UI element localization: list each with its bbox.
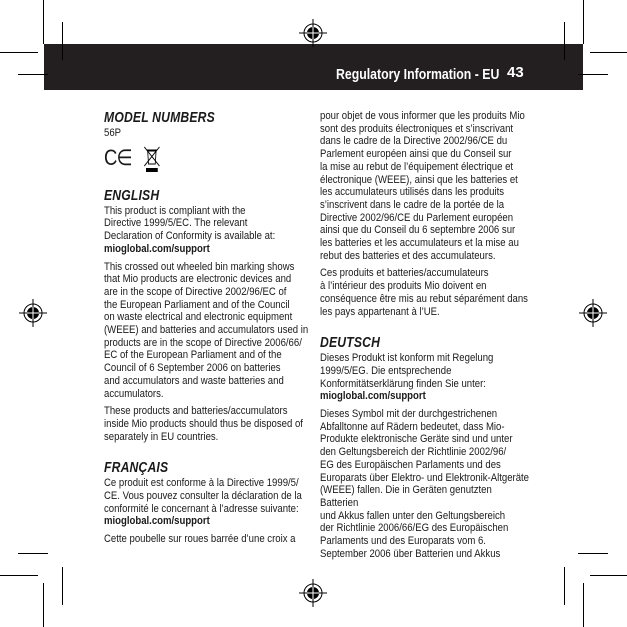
english-paragraph: This crossed out wheeled bin marking shows that Mio products are electronic devices and are in the scope of Directive 2002/96/EC of the European Parliament and of the Council on waste electrical and electronic equipment (WEEE) and batteries and accumulators used in products are in the scope of Directive 2006/66/ EC of the European Parliament and of the Council of 6 September 2006 on batteries and accumulators and waste batteries and accumulators. [104,260,309,400]
registration-mark-icon [299,579,327,607]
page-number: 43 [507,64,524,81]
page-title: Regulatory Information - EU [336,66,500,83]
left-column [104,110,314,551]
francais-paragraph: Ce produit est conforme à la Directive 1999/5/ CE. Vous pouvez consulter la déclaration de la conformité le concernant à l’adresse suivante: [104,477,302,515]
crossed-bin-icon [144,145,161,173]
compliance-icons [104,142,314,176]
francais-support-link[interactable]: mioglobal.com/support [104,515,210,528]
registration-mark-icon [579,299,607,327]
model-number: 56P [104,127,122,139]
francais-heading: FRANÇAIS [104,460,169,477]
registration-mark-icon [19,299,47,327]
deutsch-support-link[interactable]: mioglobal.com/support [320,390,426,403]
deutsch-paragraph: Dieses Symbol mit der durchgestrichenen Abfalltonne auf Rädern bedeutet, dass Mio- Produkte elektronische Geräte sind und unter den Geltungsbereich der Richtlinie 2002/96/ EG des Europäischen Parlaments und des Europarats über Elektro- und Elektronik-Altgeräte (WEEE) fallen. Die in Geräten genutzten Batterien und Akkus fallen unter den Geltungsbereich der Richtlinie 2006/66/EG des Europäischen Parlaments und des Europarats vom 6. September 2006 über Batterien und Akkus [320,408,530,560]
model-numbers-heading: MODEL NUMBERS [104,110,215,126]
english-heading: ENGLISH [104,187,160,204]
english-paragraph: This product is compliant with the Directive 1999/5/EC. The relevant Declaration of Conformity is available at: [104,204,276,243]
francais-paragraph-continued: pour objet de vous informer que les produits Mio sont des produits électroniques et s’inscrivant dans le cadre de la Directive 2002/96/CE du Parlement européen ainsi que du Conseil sur la mise au rebut de l’équipement électrique et électronique (WEEE), ainsi que les batteries et les accumulateurs utilisés dans les produits s’inscrivent dans le cadre de la portée de la Directive 2002/96/CE du Parlement européen ainsi que du Conseil du 6 septembre 2006 sur les batteries et les accumulateurs et la mise au rebut des batteries et des accumulateurs. [320,110,525,262]
deutsch-paragraph: Dieses Produkt ist konform mit Regelung 1999/5/EG. Die entsprechende Konformitätserklärung finden Sie unter: [320,352,494,390]
english-support-link[interactable]: mioglobal.com/support [104,242,210,255]
francais-paragraph: Cette poubelle sur roues barrée d’une croix a [104,533,296,546]
francais-paragraph: Ces produits et batteries/accumulateurs à l’intérieur des produits Mio doivent en conséquence être mis au rebut séparément dans les pays appartenant à l’UE. [320,267,528,318]
english-paragraph: These products and batteries/accumulators inside Mio products should thus be disposed of separately in EU countries. [104,405,303,443]
header-band [44,44,583,90]
deutsch-heading: DEUTSCH [320,335,381,352]
ce-mark-icon: C∈ [104,145,132,171]
registration-mark-icon [299,19,327,47]
right-column [320,110,530,566]
